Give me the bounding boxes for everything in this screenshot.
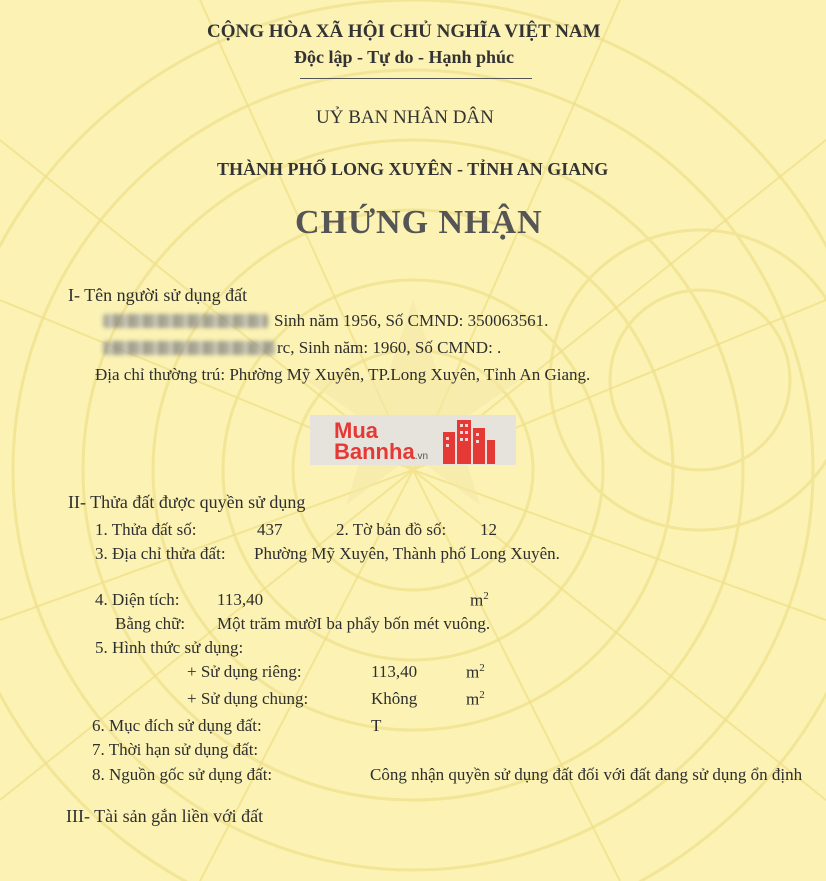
- area-unit: [470, 590, 489, 611]
- buildings-icon: [441, 418, 496, 464]
- private-unit-base: m: [466, 662, 480, 682]
- purpose-label: 6. Mục đích sử dụng đất:: [92, 716, 262, 735]
- redacted-name-2: [103, 341, 275, 355]
- shared-use-label: + Sử dụng chung:: [187, 689, 309, 708]
- private-use-label: + Sử dụng riêng:: [187, 662, 302, 681]
- watermark-logo: [310, 415, 516, 465]
- origin-value: Công nhận quyền sử dụng đất đối với đất đang sử dụng ổn định: [370, 765, 803, 784]
- motto-underline: [300, 78, 532, 79]
- section2-title: II- Thửa đất được quyền sử dụng: [68, 492, 306, 512]
- land-address-value: Phường Mỹ Xuyên, Thành phố Long Xuyên.: [254, 544, 560, 563]
- shared-unit-sup: 2: [479, 689, 485, 701]
- area-unit-sup: 2: [483, 590, 489, 602]
- document-title: CHỨNG NHẬN: [295, 204, 543, 241]
- area-label: 4. Diện tích:: [95, 590, 180, 609]
- origin-label: 8. Nguồn gốc sử dụng đất:: [92, 765, 273, 784]
- shared-use-value: Không: [371, 689, 418, 708]
- resident-address: Địa chỉ thường trú: Phường Mỹ Xuyên, TP.Long Xuyên, Tỉnh An Giang.: [95, 365, 591, 384]
- city-name: THÀNH PHỐ LONG XUYÊN - TỈNH AN GIANG: [217, 159, 609, 179]
- logo-text-bannha-main: Bannha: [334, 439, 415, 464]
- motto: Độc lập - Tự do - Hạnh phúc: [294, 47, 515, 67]
- authority-name: UỶ BAN NHÂN DÂN: [316, 107, 494, 128]
- person2-details: rc, Sinh năm: 1960, Số CMND: .: [277, 338, 502, 357]
- shared-unit-base: m: [466, 689, 480, 709]
- logo-text-mua: Mua: [334, 418, 378, 443]
- logo-text-tld: .vn: [414, 451, 429, 462]
- shared-use-unit: [466, 689, 485, 710]
- country-name: CỘNG HÒA XÃ HỘI CHỦ NGHĨA VIỆT NAM: [207, 21, 601, 42]
- area-value: 113,40: [217, 590, 264, 609]
- logo-text-bannha: [334, 439, 428, 465]
- private-use-unit: [466, 662, 485, 683]
- section3-title: III- Tài sản gắn liền với đất: [66, 806, 264, 826]
- usage-form-label: 5. Hình thức sử dụng:: [95, 638, 244, 657]
- duration-label: 7. Thời hạn sử dụng đất:: [92, 740, 259, 759]
- land-address-label: 3. Địa chỉ thửa đất:: [95, 544, 226, 563]
- private-use-value: 113,40: [371, 662, 418, 681]
- purpose-value: T: [371, 716, 382, 735]
- redacted-name-1: [103, 314, 268, 328]
- in-words-value: Một trăm mườI ba phẩy bốn mét vuông.: [217, 614, 491, 633]
- parcel-value: 437: [257, 520, 283, 539]
- person1-details: Sinh năm 1956, Số CMND: 350063561.: [274, 311, 549, 330]
- section1-title: I- Tên người sử dụng đất: [68, 285, 248, 305]
- private-unit-sup: 2: [479, 662, 485, 674]
- area-unit-base: m: [470, 590, 484, 610]
- parcel-label: 1. Thửa đất số:: [95, 520, 197, 539]
- map-label: 2. Tờ bản đồ số:: [336, 520, 447, 539]
- map-value: 12: [480, 520, 497, 539]
- in-words-label: Bằng chữ:: [115, 614, 186, 633]
